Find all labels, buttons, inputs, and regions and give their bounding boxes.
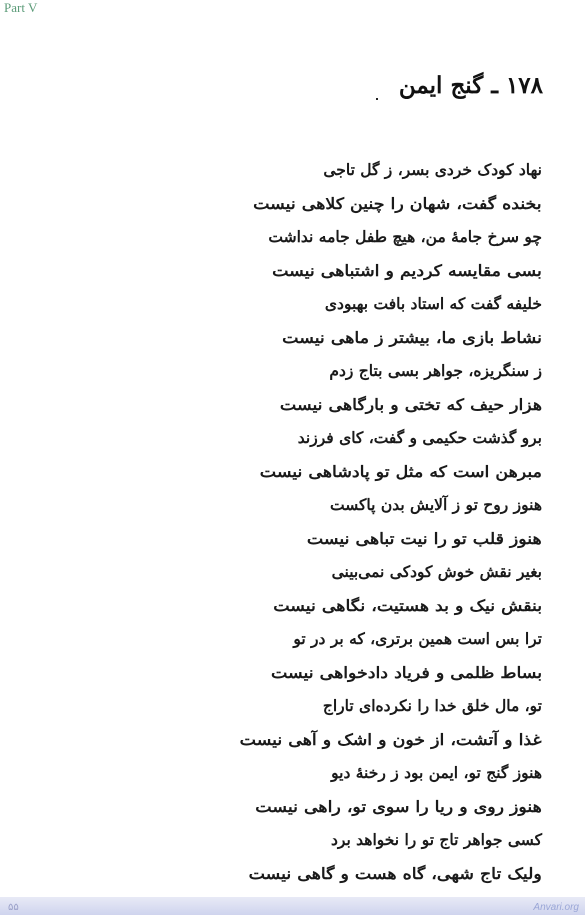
verse-line: بخنده گفت، شهان را چنین کلاهی نیست bbox=[253, 194, 542, 213]
verse-line: بسی مقایسه کردیم و اشتباهی نیست bbox=[272, 261, 542, 280]
verse-line: بنقش نیک و بد هستیت، نگاهی نیست bbox=[273, 596, 542, 615]
verse-line: ز سنگریزه، جواهر بسی بتاج زدم bbox=[329, 361, 542, 380]
page-number: ۵۵ bbox=[8, 902, 19, 913]
verse-line: غذا و آتشت، از خون و اشک و آهی نیست bbox=[240, 730, 542, 749]
verse-line: هنوز روی و ریا را سوی تو، راهی نیست bbox=[255, 797, 542, 816]
verse-line: ولیک تاج شهی، گاه هست و گاهی نیست bbox=[248, 864, 542, 883]
verse-line: خلیفه گفت که استاد بافت بهبودی bbox=[324, 294, 542, 313]
footer-band bbox=[0, 897, 585, 915]
watermark: Anvari.org bbox=[533, 902, 579, 913]
verse-line: بساط ظلمی و فریاد دادخواهی نیست bbox=[270, 663, 542, 682]
verse-line: چو سرخ جامهٔ من، هیچ طفل جامه نداشت bbox=[268, 227, 542, 246]
verse-line: هنوز قلب تو را نیت تباهی نیست bbox=[307, 529, 542, 548]
verse-line: نشاط بازی ما، بیشتر ز ماهی نیست bbox=[282, 328, 542, 347]
verse-line: کسی جواهر تاج تو را نخواهد برد bbox=[331, 830, 542, 849]
verse-line: هنوز روح تو ز آلایش بدن پاکست bbox=[329, 495, 542, 514]
verse-line: برو گذشت حکیمی و گفت، کای فرزند bbox=[297, 428, 542, 447]
verse-line: هزار حیف که تختی و بارگاهی نیست bbox=[279, 395, 542, 414]
poem-title: ۱۷۸ ـ گنج ایمن bbox=[398, 72, 543, 99]
verse-line: هنوز گنج تو، ایمن بود ز رخنهٔ دیو bbox=[331, 763, 542, 782]
title-mark bbox=[376, 98, 378, 100]
verse-line: بغیر نقش خوش کودکی نمی‌بینی bbox=[331, 562, 542, 581]
verse-line: نهاد کودک خردی بسر، ز گل تاجی bbox=[323, 160, 542, 179]
part-label: Part V bbox=[4, 0, 38, 15]
verse-line: ترا بس است همین برتری، که بر در تو bbox=[293, 629, 542, 648]
verse-line: تو، مال خلق خدا را نکرده‌ای تاراج bbox=[322, 696, 542, 715]
verse-line: مبرهن است که مثل تو پادشاهی نیست bbox=[259, 462, 542, 481]
